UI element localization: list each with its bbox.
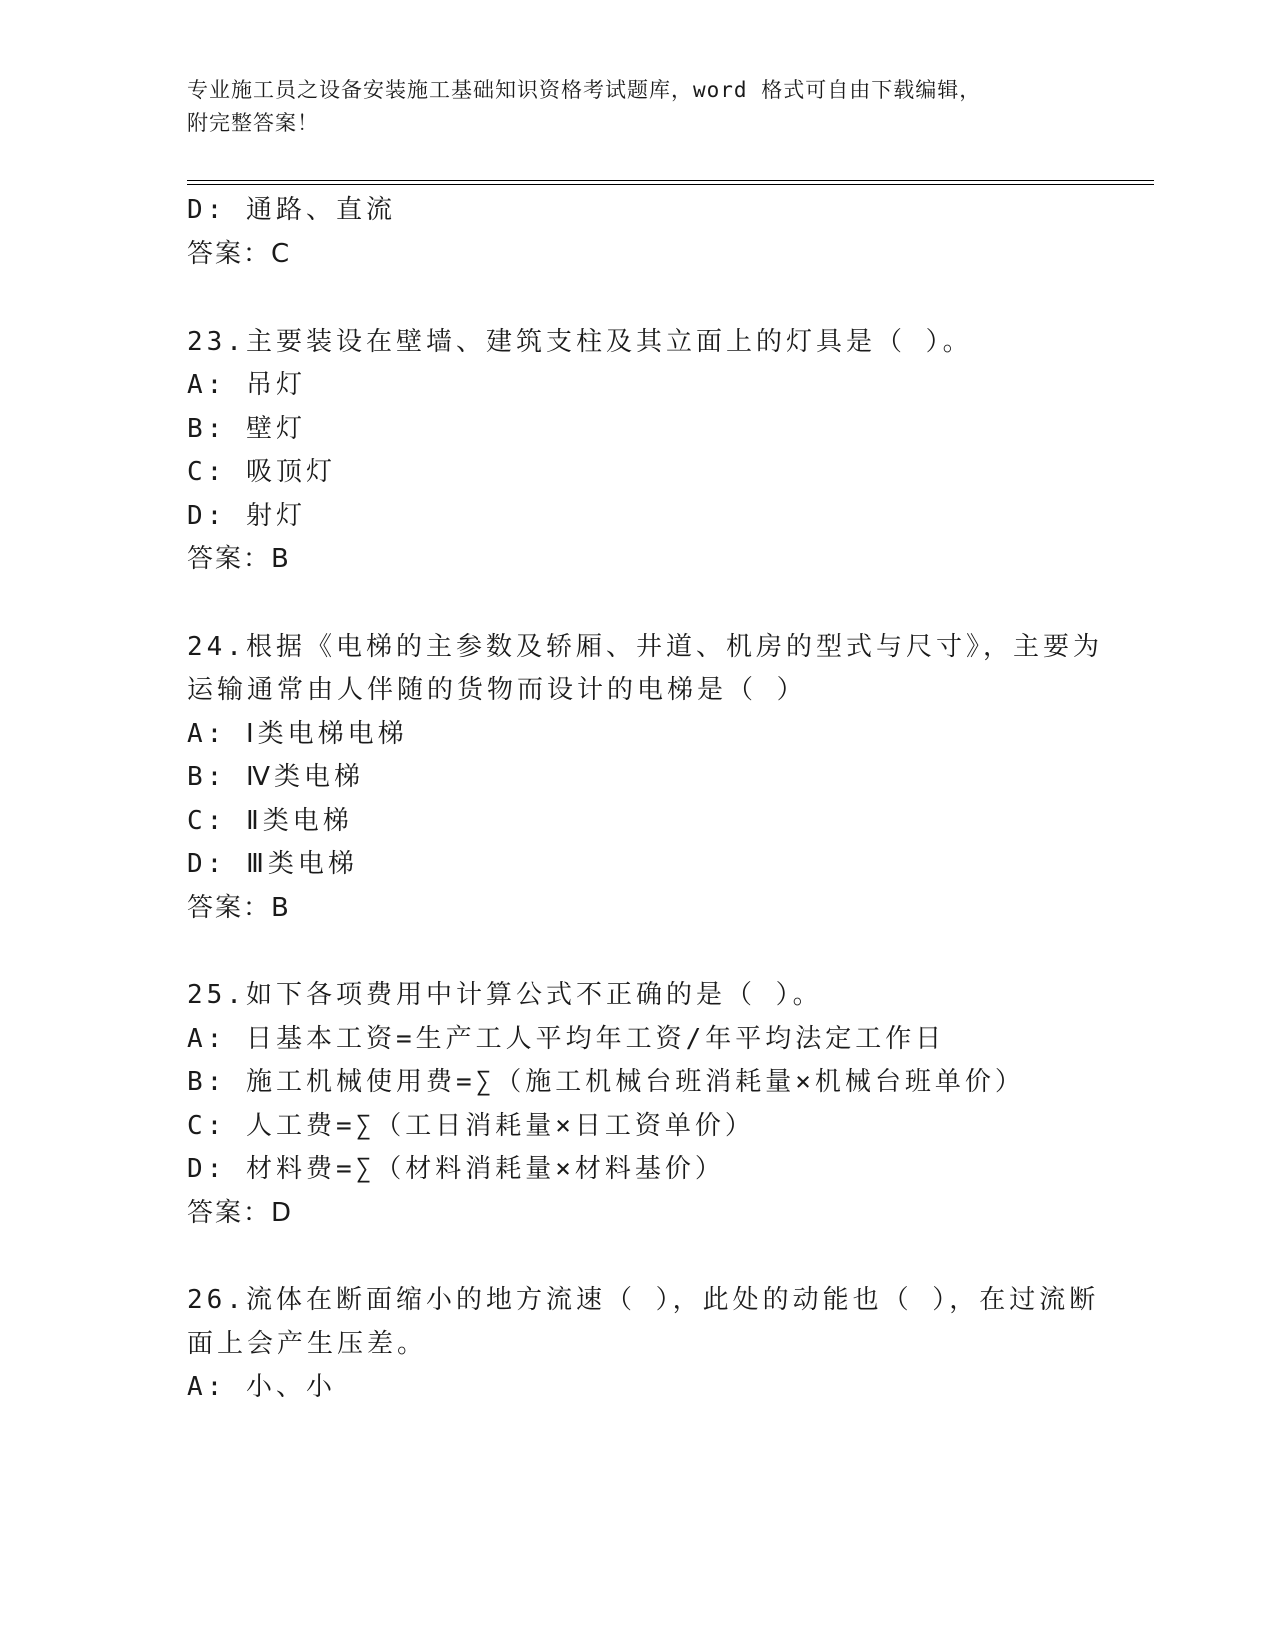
question-24-answer: 答案：B: [187, 893, 291, 923]
question-26-line-1: 26.流体在断面缩小的地方流速（ ），此处的动能也（ ），在过流断: [187, 1285, 1100, 1315]
question-24-line-1: 24.根据《电梯的主参数及轿厢、井道、机房的型式与尺寸》，主要为: [187, 632, 1103, 662]
question-23-option-d: D: 射灯: [187, 501, 306, 531]
answer-prev: 答案：C: [187, 239, 292, 269]
question-26-line-2: 面上会产生压差。: [187, 1329, 428, 1359]
question-24-line-2: 运输通常由人伴随的货物而设计的电梯是（ ）: [187, 675, 807, 705]
header-line-2: 附完整答案！: [187, 111, 319, 135]
question-25-option-b: B: 施工机械使用费=∑（施工机械台班消耗量×机械台班单价）: [187, 1067, 1025, 1097]
question-24-option-b: B: Ⅳ类电梯: [187, 762, 364, 792]
document-header: [187, 74, 1087, 140]
header-divider-top: [187, 180, 1154, 181]
question-25-answer: 答案：D: [187, 1198, 294, 1228]
question-23-option-c: C: 吸顶灯: [187, 457, 336, 487]
question-23-option-a: A: 吊灯: [187, 370, 306, 400]
question-23: 23.主要装设在壁墙、建筑支柱及其立面上的灯具是（ ）。: [187, 327, 973, 357]
question-23-option-b: B: 壁灯: [187, 414, 306, 444]
question-25: 25.如下各项费用中计算公式不正确的是（ ）。: [187, 980, 823, 1010]
question-25-option-d: D: 材料费=∑（材料消耗量×材料基价）: [187, 1154, 725, 1184]
question-24-option-c: C: Ⅱ类电梯: [187, 806, 353, 836]
question-26-option-a: A: 小、小: [187, 1372, 336, 1402]
header-line-1: 专业施工员之设备安装施工基础知识资格考试题库，word 格式可自由下载编辑，: [187, 78, 982, 102]
option-d-prev: D: 通路、直流: [187, 195, 396, 225]
question-25-option-c: C: 人工费=∑（工日消耗量×日工资单价）: [187, 1111, 755, 1141]
header-divider-bottom: [187, 184, 1154, 185]
question-24-option-a: A: Ⅰ类电梯电梯: [187, 719, 408, 749]
question-23-answer: 答案：B: [187, 544, 291, 574]
question-24-option-d: D: Ⅲ类电梯: [187, 849, 358, 879]
question-25-option-a: A: 日基本工资=生产工人平均年工资/年平均法定工作日: [187, 1024, 946, 1054]
